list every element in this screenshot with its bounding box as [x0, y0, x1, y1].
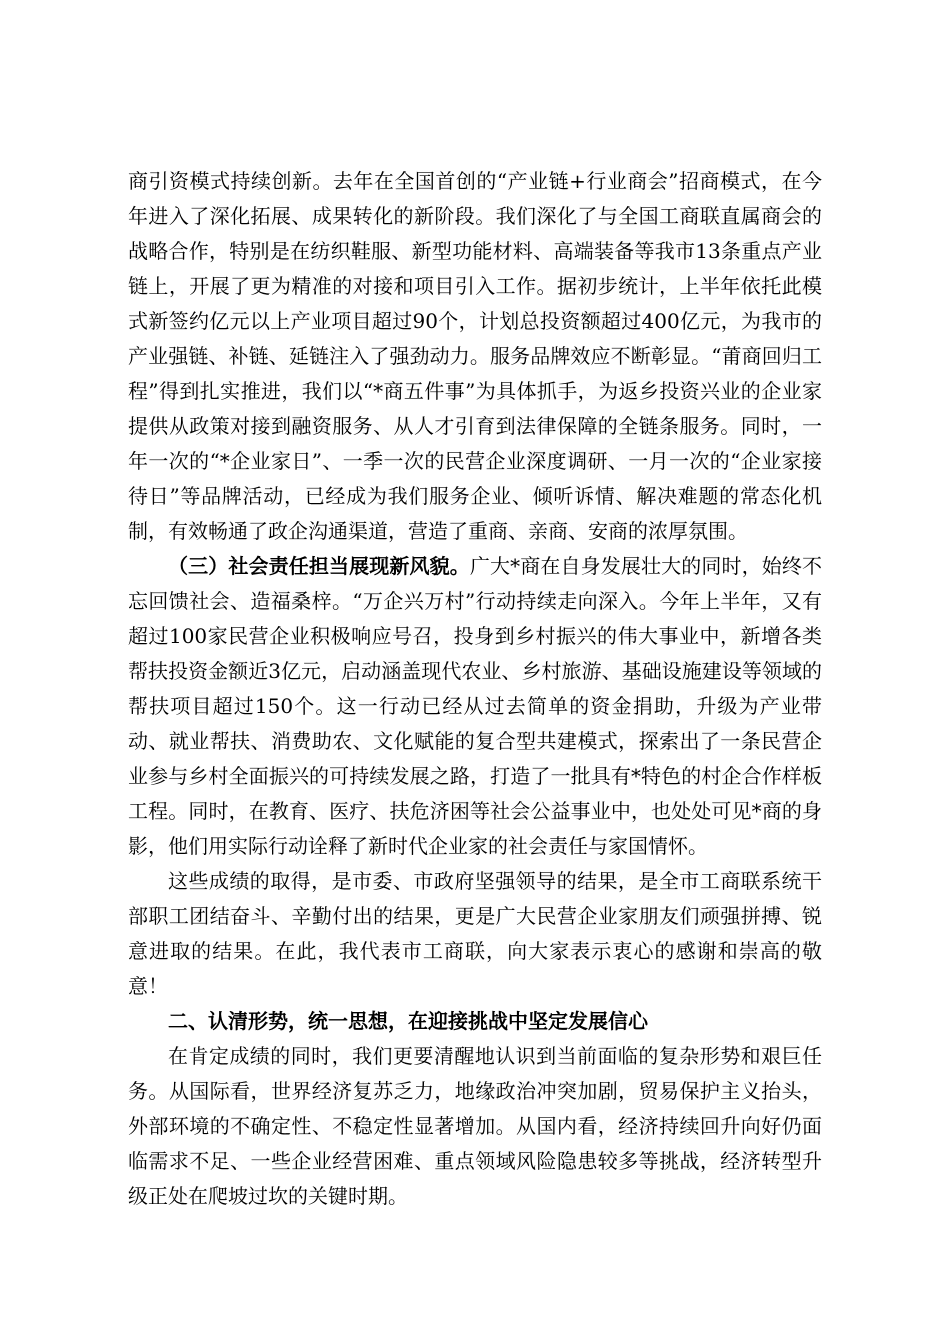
section-heading-3: （三）社会责任担当展现新风貌。: [168, 554, 470, 578]
section-heading-2: [128, 1004, 822, 1039]
paragraph-situation: [128, 1039, 822, 1214]
document-page: [128, 164, 822, 1214]
paragraph-text: 这些成绩的取得，是市委、市政府坚强领导的结果，是全市工商联系统干部职工团结奋斗、辛勤付出的结果，更是广大民营企业家朋友们顽强拼搏、锐意进取的结果。在此，我代表市工商联，向大家表示衷心的感谢和崇高的敬意！: [128, 869, 822, 998]
paragraph-text: 在肯定成绩的同时，我们更要清醒地认识到当前面临的复杂形势和艰巨任务。从国际看，世界经济复苏乏力，地缘政治冲突加剧，贸易保护主义抬头，外部环境的不确定性、不稳定性显著增加。从国内看，经济持续回升向好仍面临需求不足、一些企业经营困难、重点领域风险隐患较多等挑战，经济转型升级正处在爬坡过坎的关键时期。: [128, 1044, 822, 1208]
paragraph-social-responsibility: [128, 549, 822, 864]
paragraph-text: 广大*商在自身发展壮大的同时，始终不忘回馈社会、造福桑梓。“万企兴万村”行动持续走向深入。今年上半年，又有超过100家民营企业积极响应号召，投身到乡村振兴的伟大事业中，新增各类帮扶投资金额近3亿元，启动涵盖现代农业、乡村旅游、基础设施建设等领域的帮扶项目超过150个。这一行动已经从过去简单的资金捐助，升级为产业带动、就业帮扶、消费助农、文化赋能的复合型共建模式，探索出了一条民营企业参与乡村全面振兴的可持续发展之路，打造了一批具有*特色的村企合作样板工程。同时，在教育、医疗、扶危济困等社会公益事业中，也处处可见*商的身影，他们用实际行动诠释了新时代企业家的社会责任与家国情怀。: [128, 554, 822, 858]
section-heading-text: 二、认清形势，统一思想，在迎接挑战中坚定发展信心: [168, 1009, 648, 1033]
paragraph-acknowledgement: [128, 864, 822, 1004]
paragraph-investment-innovation: [128, 164, 822, 549]
paragraph-text: 商引资模式持续创新。去年在全国首创的“产业链+行业商会”招商模式，在今年进入了深化拓展、成果转化的新阶段。我们深化了与全国工商联直属商会的战略合作，特别是在纺织鞋服、新型功能材料、高端装备等我市13条重点产业链上，开展了更为精准的对接和项目引入工作。据初步统计，上半年依托此模式新签约亿元以上产业项目超过90个，计划总投资额超过400亿元，为我市的产业强链、补链、延链注入了强劲动力。服务品牌效应不断彰显。“莆商回归工程”得到扎实推进，我们以“*商五件事”为具体抓手，为返乡投资兴业的企业家提供从政策对接到融资服务、从人才引育到法律保障的全链条服务。同时，一年一次的“*企业家日”、一季一次的民营企业深度调研、一月一次的“企业家接待日”等品牌活动，已经成为我们服务企业、倾听诉情、解决难题的常态化机制，有效畅通了政企沟通渠道，营造了重商、亲商、安商的浓厚氛围。: [128, 169, 822, 543]
